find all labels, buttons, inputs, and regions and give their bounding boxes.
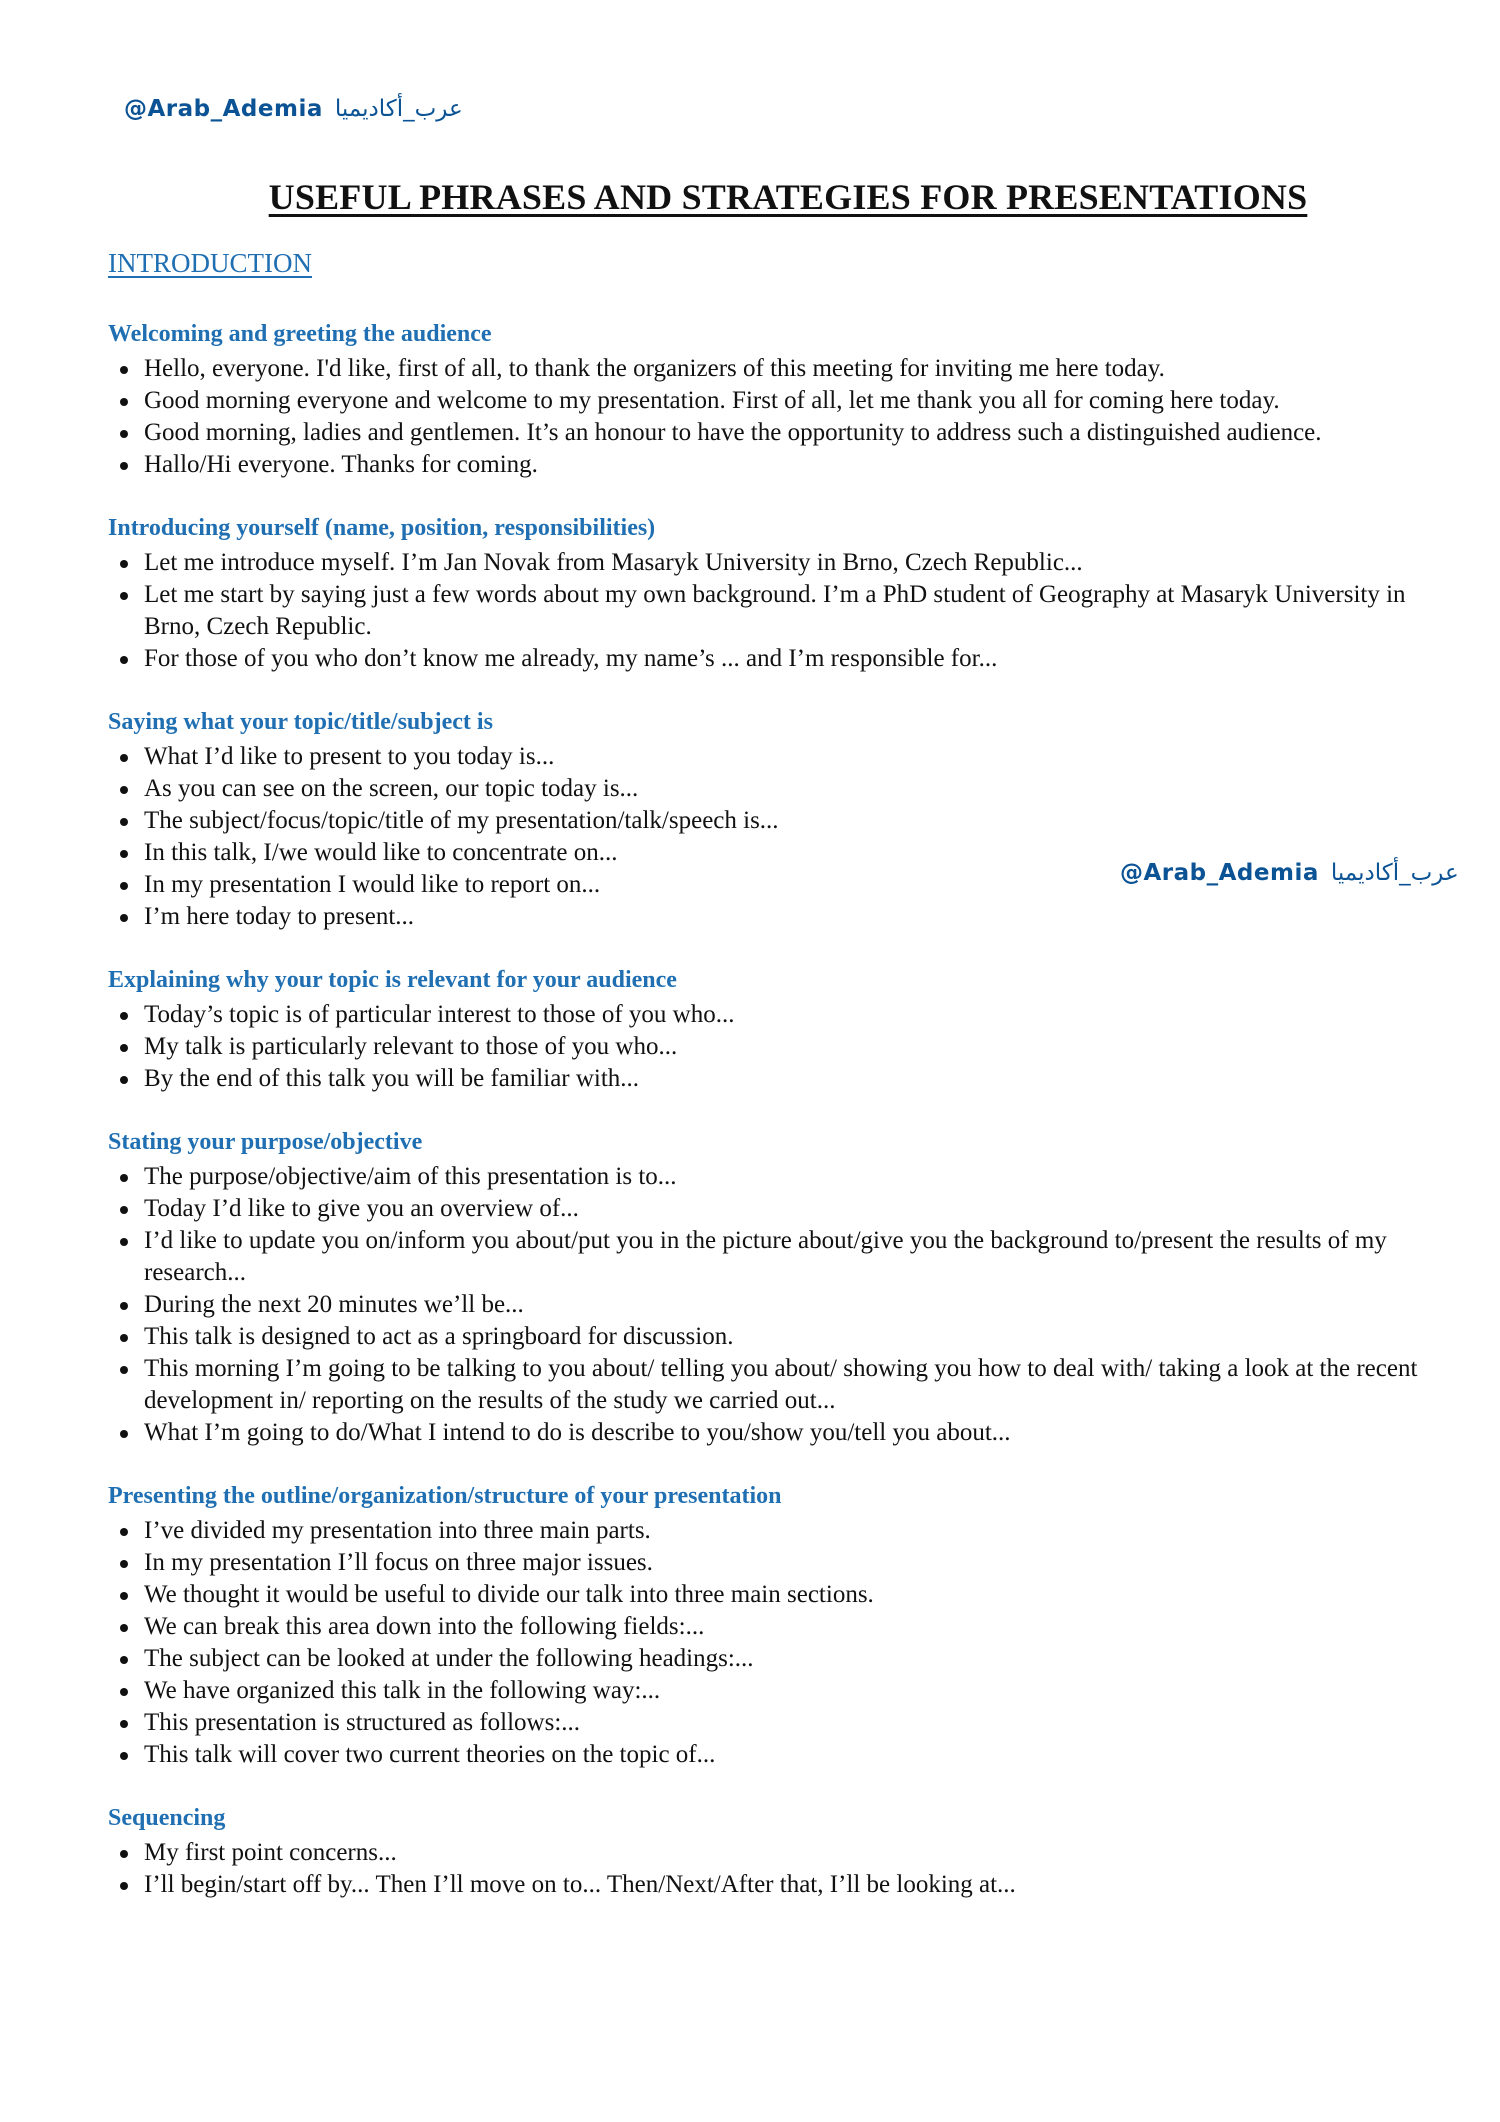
list-item: Good morning everyone and welcome to my presentation. First of all, let me thank you all for coming here today. (108, 385, 1428, 417)
list-item: My talk is particularly relevant to those of you who... (108, 1031, 1428, 1063)
list-item: Hello, everyone. I'd like, first of all, to thank the organizers of this meeting for inviting me here today. (108, 353, 1428, 385)
list-item: This morning I’m going to be talking to you about/ telling you about/ showing you how to deal with/ taking a look at the recent development in/ reporting on the results of the study we carried out... (108, 1353, 1428, 1417)
list-item: I’ve divided my presentation into three main parts. (108, 1515, 1428, 1547)
section-heading: Welcoming and greeting the audience (108, 321, 492, 347)
list-item: For those of you who don’t know me already, my name’s ... and I’m responsible for... (108, 643, 1428, 675)
section-purpose (108, 1127, 1428, 1449)
section-introducing-yourself (108, 513, 1428, 675)
list-item: I’m here today to present... (108, 901, 1428, 933)
list-item: This talk is designed to act as a springboard for discussion. (108, 1321, 1428, 1353)
phrase-list (108, 999, 1428, 1095)
list-item: My first point concerns... (108, 1837, 1428, 1869)
section-heading: Introducing yourself (name, position, responsibilities) (108, 515, 656, 541)
list-item: By the end of this talk you will be familiar with... (108, 1063, 1428, 1095)
list-item: Good morning, ladies and gentlemen. It’s an honour to have the opportunity to address such a distinguished audience. (108, 417, 1428, 449)
section-relevance (108, 965, 1428, 1095)
list-item: This talk will cover two current theories on the topic of... (108, 1739, 1428, 1771)
list-item: Let me start by saying just a few words about my own background. I’m a PhD student of Geography at Masaryk University in Brno, Czech Republic. (108, 579, 1428, 643)
document-title: USEFUL PHRASES AND STRATEGIES FOR PRESENTATIONS (268, 177, 1308, 217)
watermark-arabic: عرب_أكاديميا (334, 96, 463, 122)
phrase-list (108, 353, 1428, 481)
watermark-handle: @Arab_Ademia (1120, 860, 1319, 886)
list-item: Hallo/Hi everyone. Thanks for coming. (108, 449, 1428, 481)
list-item: We have organized this talk in the following way:... (108, 1675, 1428, 1707)
section-topic (108, 707, 1428, 933)
list-item: The subject can be looked at under the following headings:... (108, 1643, 1428, 1675)
list-item: What I’d like to present to you today is... (108, 741, 1428, 773)
list-item: Today’s topic is of particular interest to those of you who... (108, 999, 1428, 1031)
section-welcoming (108, 319, 1428, 481)
phrase-list (108, 1515, 1428, 1771)
list-item: Let me introduce myself. I’m Jan Novak from Masaryk University in Brno, Czech Republic... (108, 547, 1428, 579)
list-item: In my presentation I’ll focus on three major issues. (108, 1547, 1428, 1579)
watermark-handle: @Arab_Ademia (124, 96, 323, 122)
list-item: In this talk, I/we would like to concentrate on... (108, 837, 1428, 869)
list-item: We can break this area down into the following fields:... (108, 1611, 1428, 1643)
list-item: Today I’d like to give you an overview of... (108, 1193, 1428, 1225)
list-item: I’ll begin/start off by... Then I’ll move on to... Then/Next/After that, I’ll be looking at... (108, 1869, 1428, 1901)
list-item: As you can see on the screen, our topic today is... (108, 773, 1428, 805)
document-page (108, 176, 1428, 1933)
section-heading: Explaining why your topic is relevant for your audience (108, 967, 677, 993)
section-label-introduction: INTRODUCTION (108, 248, 312, 278)
phrase-list (108, 741, 1428, 933)
phrase-list (108, 1161, 1428, 1449)
phrase-list (108, 547, 1428, 675)
section-outline (108, 1481, 1428, 1771)
list-item: We thought it would be useful to divide our talk into three main sections. (108, 1579, 1428, 1611)
list-item: What I’m going to do/What I intend to do is describe to you/show you/tell you about... (108, 1417, 1428, 1449)
list-item: The purpose/objective/aim of this presentation is to... (108, 1161, 1428, 1193)
section-sequencing (108, 1803, 1428, 1901)
list-item: This presentation is structured as follows:... (108, 1707, 1428, 1739)
list-item: I’d like to update you on/inform you about/put you in the picture about/give you the background to/present the results of my research... (108, 1225, 1428, 1289)
watermark-top (124, 96, 463, 122)
watermark-arabic: عرب_أكاديميا (1330, 860, 1459, 886)
section-heading: Presenting the outline/organization/structure of your presentation (108, 1483, 782, 1509)
list-item: During the next 20 minutes we’ll be... (108, 1289, 1428, 1321)
section-heading: Saying what your topic/title/subject is (108, 709, 493, 735)
section-heading: Sequencing (108, 1805, 226, 1831)
list-item: In my presentation I would like to report on... (108, 869, 1428, 901)
list-item: The subject/focus/topic/title of my presentation/talk/speech is... (108, 805, 1428, 837)
phrase-list (108, 1837, 1428, 1901)
section-heading: Stating your purpose/objective (108, 1129, 423, 1155)
